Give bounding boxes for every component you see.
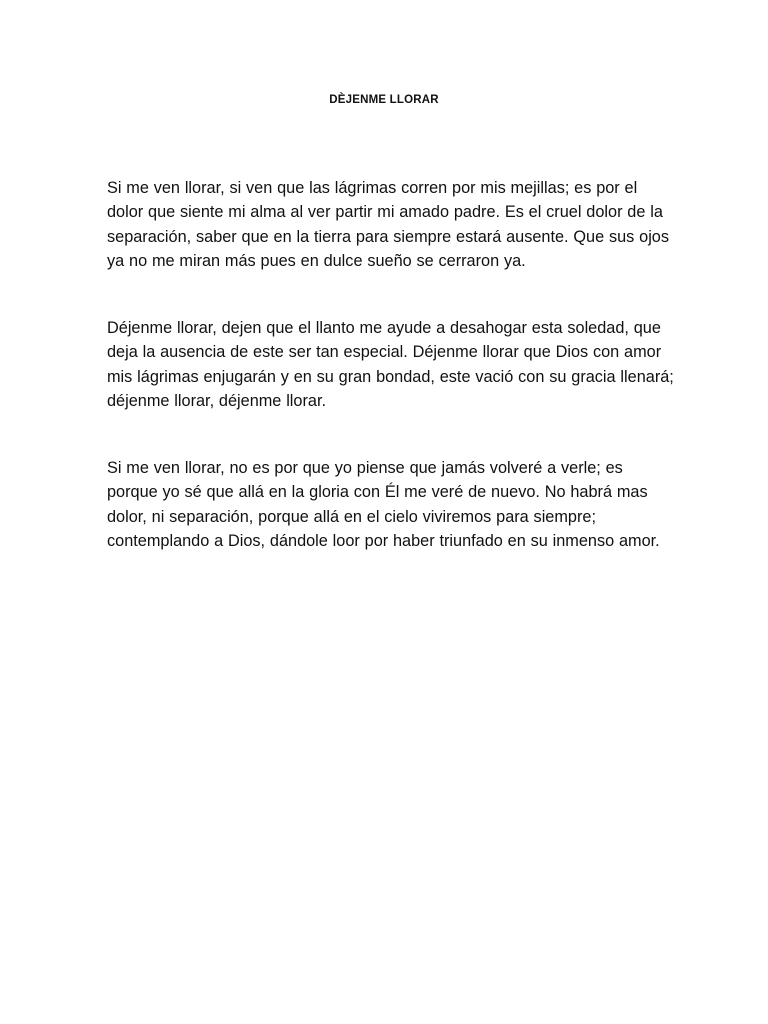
paragraph-3 bbox=[107, 456, 667, 553]
paragraph-2 bbox=[107, 316, 674, 413]
paragraph-line: dolor que siente mi alma al ver partir mi amado padre. Es el cruel dolor de la bbox=[107, 203, 663, 222]
document-title: DÈJENME LLORAR bbox=[329, 94, 439, 106]
paragraph-line: deja la ausencia de este ser tan especial. Déjenme llorar que Dios con amor bbox=[107, 343, 662, 362]
paragraph-line: contemplando a Dios, dándole loor por haber triunfado en su inmenso amor. bbox=[107, 531, 660, 550]
paragraph-line: separación, saber que en la tierra para siempre estará ausente. Que sus ojos bbox=[107, 227, 670, 246]
paragraph-line: Si me ven llorar, no es por que yo piense que jamás volveré a verle; es bbox=[107, 459, 623, 477]
paragraph-line: ya no me miran más pues en dulce sueño se cerraron ya. bbox=[107, 251, 526, 270]
paragraph-line: Si me ven llorar, si ven que las lágrimas corren por mis mejillas; es por el bbox=[107, 179, 638, 197]
paragraph-line: mis lágrimas enjugarán y en su gran bondad, este vació con su gracia llenará; bbox=[107, 367, 674, 386]
paragraph-line: dolor, ni separación, porque allá en el cielo viviremos para siempre; bbox=[107, 507, 596, 526]
paragraph-line: Déjenme llorar, dejen que el llanto me ayude a desahogar esta soledad, que bbox=[107, 319, 661, 337]
paragraph-1 bbox=[107, 176, 670, 273]
paragraph-line: porque yo sé que allá en la gloria con Él me veré de nuevo. No habrá mas bbox=[107, 483, 648, 502]
paragraph-line: déjenme llorar, déjenme llorar. bbox=[107, 391, 327, 410]
